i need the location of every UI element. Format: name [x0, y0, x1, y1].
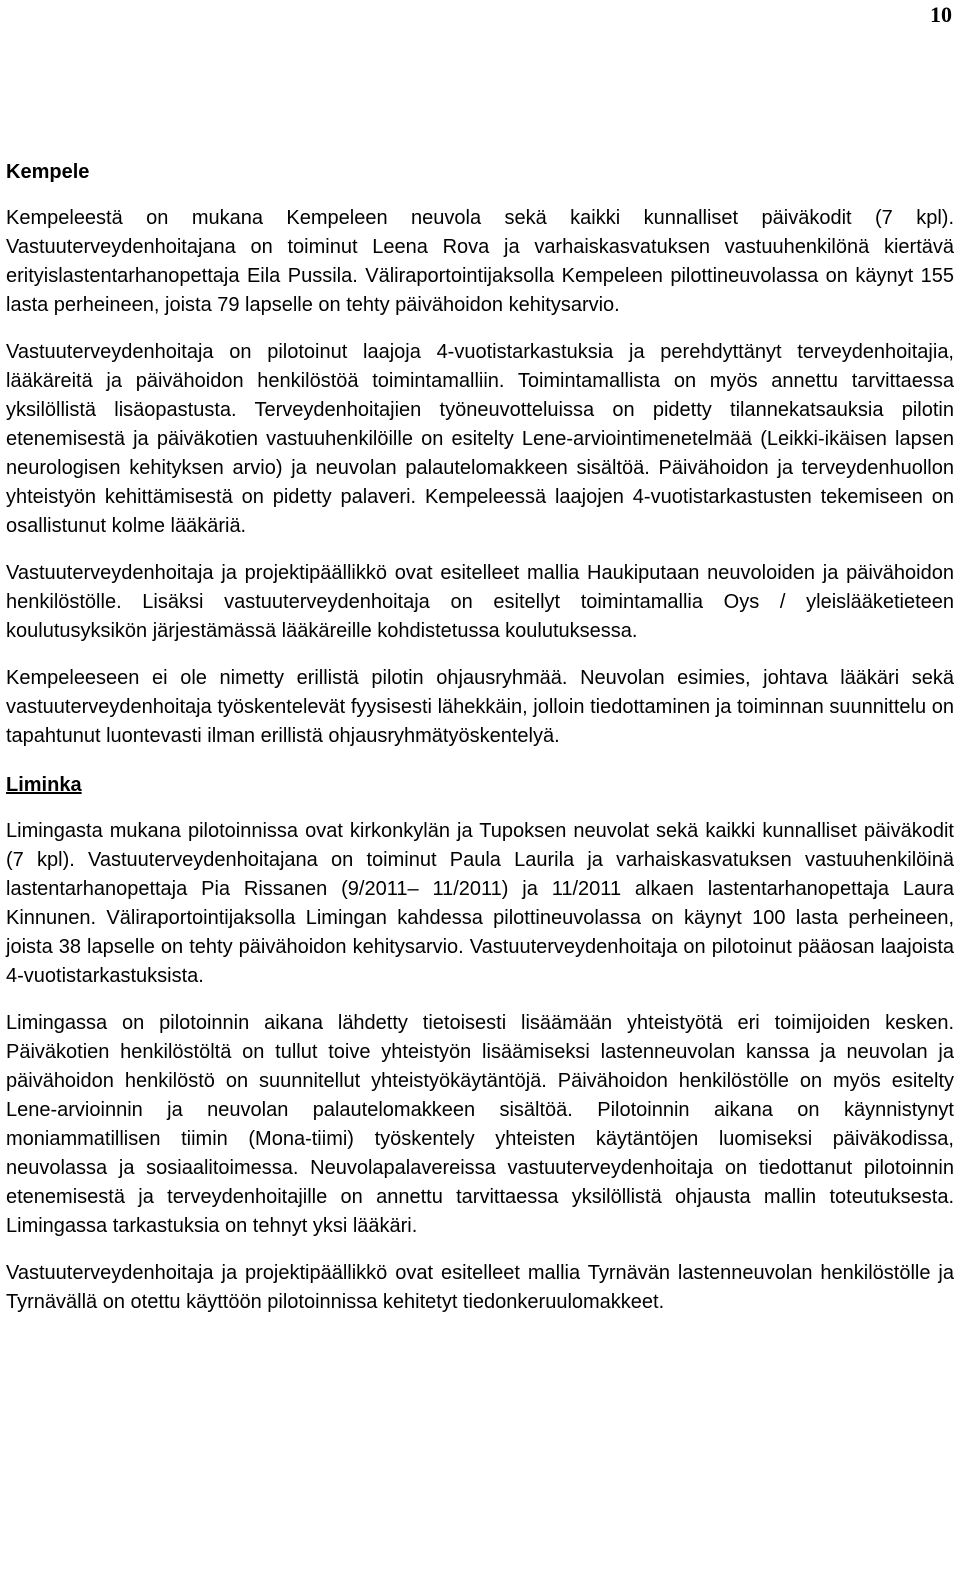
paragraph: Vastuuterveydenhoitaja ja projektipäällikkö ovat esitelleet mallia Tyrnävän lastenneuvolan henkilöstölle ja Tyrnävällä on otettu käyttöön pilotoinnissa kehitetyt tiedonkeruulomakkeet. [6, 1262, 954, 1313]
paragraph: Limingasta mukana pilotoinnissa ovat kirkonkylän ja Tupoksen neuvolat sekä kaikki kunnalliset päiväkodit (7 kpl). Vastuuterveydenhoitajana on toiminut Paula Laurila ja varhaiskasvatuksen vastuuhenkilöinä lastentarhanopettaja Pia Rissanen (9/2011– 11/2011) ja 11/2011 alkaen lastentarhanopettaja Laura Kinnunen. Väliraportointijaksolla Limingan kahdessa pilottineuvolassa on käynyt 100 lasta perheineen, joista 38 lapselle on tehty päivähoidon kehitysarvio. Vastuuterveydenhoitaja on pilotoinut pääosan laajoista 4-vuotistarkastuksista. [6, 820, 954, 987]
section-heading-kempele: Kempele [6, 161, 90, 183]
document-body [6, 156, 954, 1335]
paragraph: Kempeleeseen ei ole nimetty erillistä pilotin ohjausryhmää. Neuvolan esimies, johtava lääkäri sekä vastuuterveydenhoitaja työskentelevät fyysisesti lähekkäin, jolloin tiedottaminen ja toiminnan suunnittelu on tapahtunut luontevasti ilman erillistä ohjausryhmätyöskentelyä. [6, 667, 954, 747]
paragraph: Limingassa on pilotoinnin aikana lähdetty tietoisesti lisäämään yhteistyötä eri toimijoiden kesken. Päiväkotien henkilöstöltä on tullut toive yhteistyön lisäämiseksi lastenneuvolan kanssa ja neuvolan ja päivähoidon henkilöstö on suunnitellut yhteistyökäytäntöjä. Päivähoidon henkilöstölle on myös esitelty Lene-arvioinnin ja neuvolan palautelomakkeen sisältöä. Pilotoinnin aikana on käynnistynyt moniammatillisen tiimin (Mona-tiimi) työskentely yhteisten käytäntöjen luomiseksi päiväkodissa, neuvolassa ja sosiaalitoimessa. Neuvolapalavereissa vastuuterveydenhoitaja on tiedottanut pilotoinnin etenemisestä ja terveydenhoitajille on annettu tarvittaessa yksilöllistä ohjausta mallin toteutuksesta. Limingassa tarkastuksia on tehnyt yksi lääkäri. [6, 1012, 954, 1237]
section-heading-liminka: Liminka [6, 774, 82, 796]
paragraph: Vastuuterveydenhoitaja ja projektipäällikkö ovat esitelleet mallia Haukiputaan neuvoloiden ja päivähoidon henkilöstölle. Lisäksi vastuuterveydenhoitaja on esitellyt toimintamallia Oys / yleislääketieteen koulutusyksikön järjestämässä lääkäreille kohdistetussa koulutuksessa. [6, 562, 954, 642]
paragraph: Vastuuterveydenhoitaja on pilotoinut laajoja 4-vuotistarkastuksia ja perehdyttänyt terveydenhoitajia, lääkäreitä ja päivähoidon henkilöstöä toimintamalliin. Toimintamallista on myös annettu tarvittaessa yksilöllistä lisäopastusta. Terveydenhoitajien työneuvotteluissa on pidetty tilannekatsauksia pilotin etenemisestä ja päiväkotien vastuuhenkilöille on esitelty Lene-arviointimenetelmää (Leikki-ikäisen lapsen neurologisen kehityksen arvio) ja neuvolan palautelomakkeen sisältöä. Päivähoidon ja terveydenhuollon yhteistyön kehittämisestä on pidetty palaveri. Kempeleessä laajojen 4-vuotistarkastusten tekemiseen on osallistunut kolme lääkäriä. [6, 341, 954, 537]
page-number: 10 [930, 2, 952, 27]
paragraph: Kempeleestä on mukana Kempeleen neuvola sekä kaikki kunnalliset päiväkodit (7 kpl). Vastuuterveydenhoitajana on toiminut Leena Rova ja varhaiskasvatuksen vastuuhenkilönä kiertävä erityislastentarhanopettaja Eila Pussila. Väliraportointijaksolla Kempeleen pilottineuvolassa on käynyt 155 lasta perheineen, joista 79 lapselle on tehty päivähoidon kehitysarvio. [6, 207, 954, 316]
